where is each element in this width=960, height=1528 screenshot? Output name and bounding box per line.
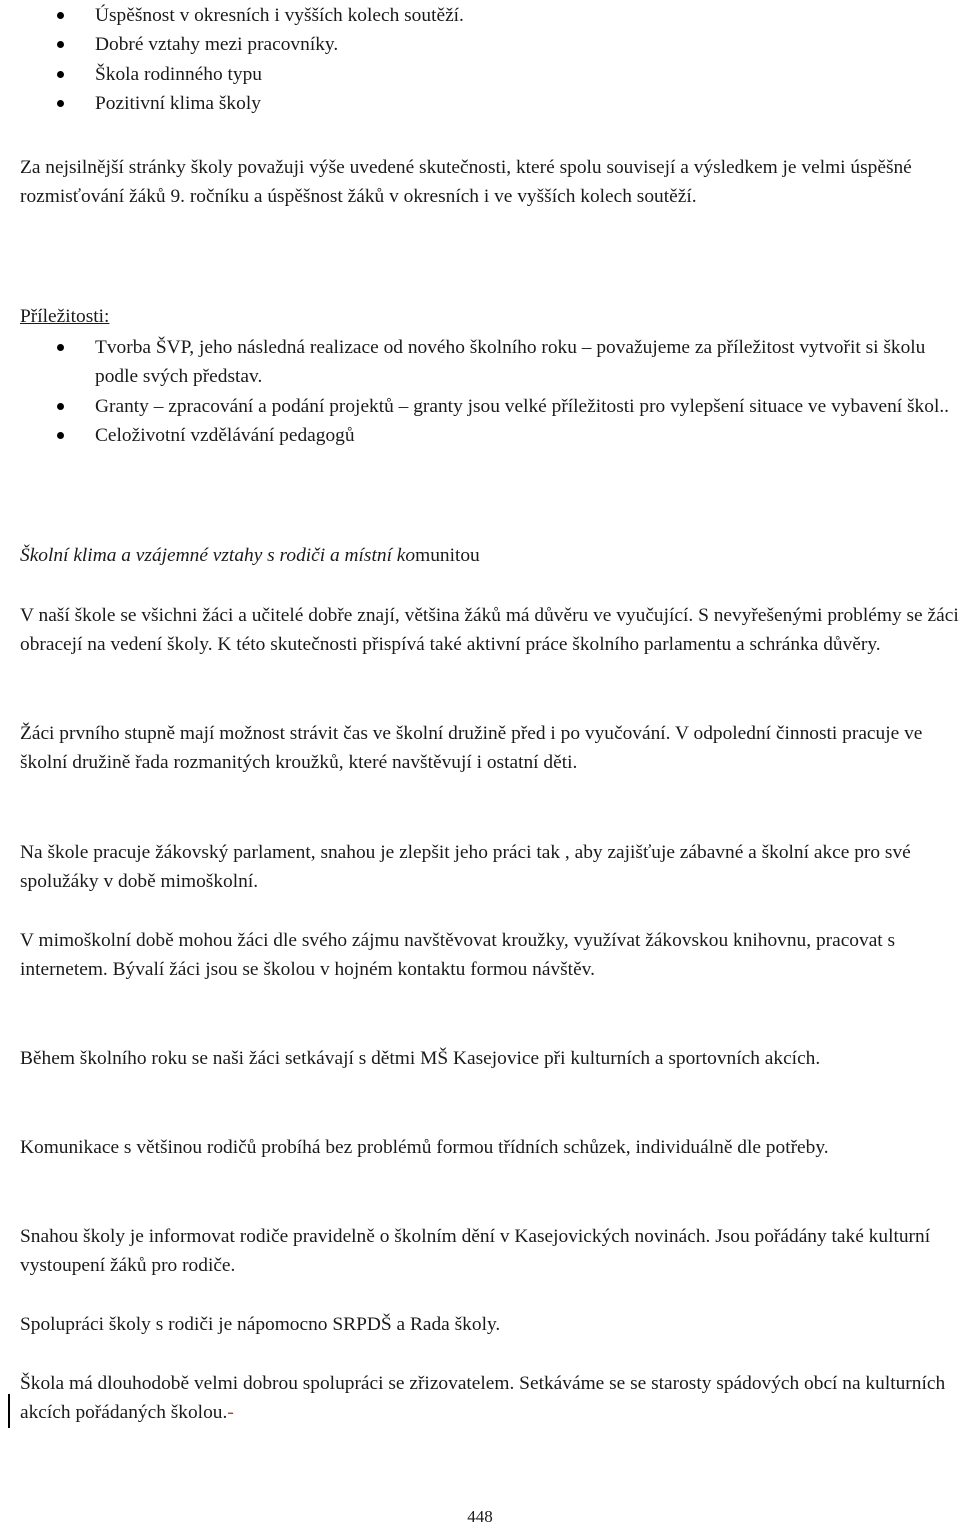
list-item: Úspěšnost v okresních i vyšších kolech soutěží. xyxy=(20,1,960,30)
list-item: Škola rodinného typu xyxy=(20,60,960,89)
list-item: Dobré vztahy mezi pracovníky. xyxy=(20,30,960,59)
strengths-paragraph: Za nejsilnější stránky školy považuji výše uvedené skutečnosti, které spolu souvisejí a výsledkem je velmi úspěšné rozmisťování žáků 9. ročníku a úspěšnost žáků v okresních i ve vyšších kolech soutěží. xyxy=(20,157,912,208)
paragraph-parents-communication: Komunikace s většinou rodičů probíhá bez problémů formou třídních schůzek, individuálně dle potřeby. xyxy=(20,1137,829,1158)
opportunities-heading: Příležitosti: xyxy=(20,306,110,327)
top-bullet-list xyxy=(20,1,960,119)
section-title-plain: munitou xyxy=(415,545,480,566)
page-number: 448 xyxy=(467,1507,493,1526)
list-item: Celoživotní vzdělávání pedagogů xyxy=(20,421,960,450)
paragraph-trust: V naší škole se všichni žáci a učitelé dobře znají, většina žáků má důvěru ve vyučující. S nevyřešenými problémy se žáci obracejí na vedení školy. K této skutečnosti přispívá také aktivní práce školního parlamentu a schránka důvěry. xyxy=(20,605,959,656)
section-title xyxy=(20,541,960,570)
paragraph-founder xyxy=(20,1369,960,1428)
paragraph-after-school-club: Žáci prvního stupně mají možnost strávit čas ve školní družině před i po vyučování. V odpolední činnosti pracuje ve školní družině řada rozmanitých kroužků, které navštěvují i ostatní děti. xyxy=(20,723,923,774)
list-item: Tvorba ŠVP, jeho následná realizace od nového školního roku – považujeme za příležitost vytvořit si školu podle svých představ. xyxy=(20,333,960,392)
paragraph-founder-text: Škola má dlouhodobě velmi dobrou spolupráci se zřizovatelem. Setkáváme se se starosty spádových obcí na kulturních akcích pořádaných školou. xyxy=(20,1373,946,1424)
paragraph-student-parliament: Na škole pracuje žákovský parlament, snahou je zlepšit jeho práci tak , aby zajišťuje zábavné a školní akce pro své spolužáky v době mimoškolní. xyxy=(20,842,911,893)
paragraph-kindergarten: Během školního roku se naši žáci setkávají s dětmi MŠ Kasejovice při kulturních a sportovních akcích. xyxy=(20,1048,821,1069)
paragraph-extracurricular: V mimoškolní době mohou žáci dle svého zájmu navštěvovat kroužky, využívat žákovskou knihovnu, pracovat s internetem. Bývalí žáci jsou se školou v hojném kontaktu formou návštěv. xyxy=(20,930,896,981)
section-title-italic: Školní klima a vzájemné vztahy s rodiči a místní ko xyxy=(20,545,416,566)
revision-mark: - xyxy=(227,1402,234,1424)
opportunities-list xyxy=(20,333,960,451)
paragraph-srpds: Spolupráci školy s rodiči je nápomocno SRPDŠ a Rada školy. xyxy=(20,1314,501,1335)
list-item: Granty – zpracování a podání projektů – granty jsou velké příležitosti pro vylepšení situace ve vybavení škol.. xyxy=(20,392,960,421)
list-item: Pozitivní klima školy xyxy=(20,89,960,118)
revision-change-bar xyxy=(8,1394,10,1428)
paragraph-newspaper: Snahou školy je informovat rodiče pravidelně o školním dění v Kasejovických novinách. Jsou pořádány také kulturní vystoupení žáků pro rodiče. xyxy=(20,1226,931,1277)
